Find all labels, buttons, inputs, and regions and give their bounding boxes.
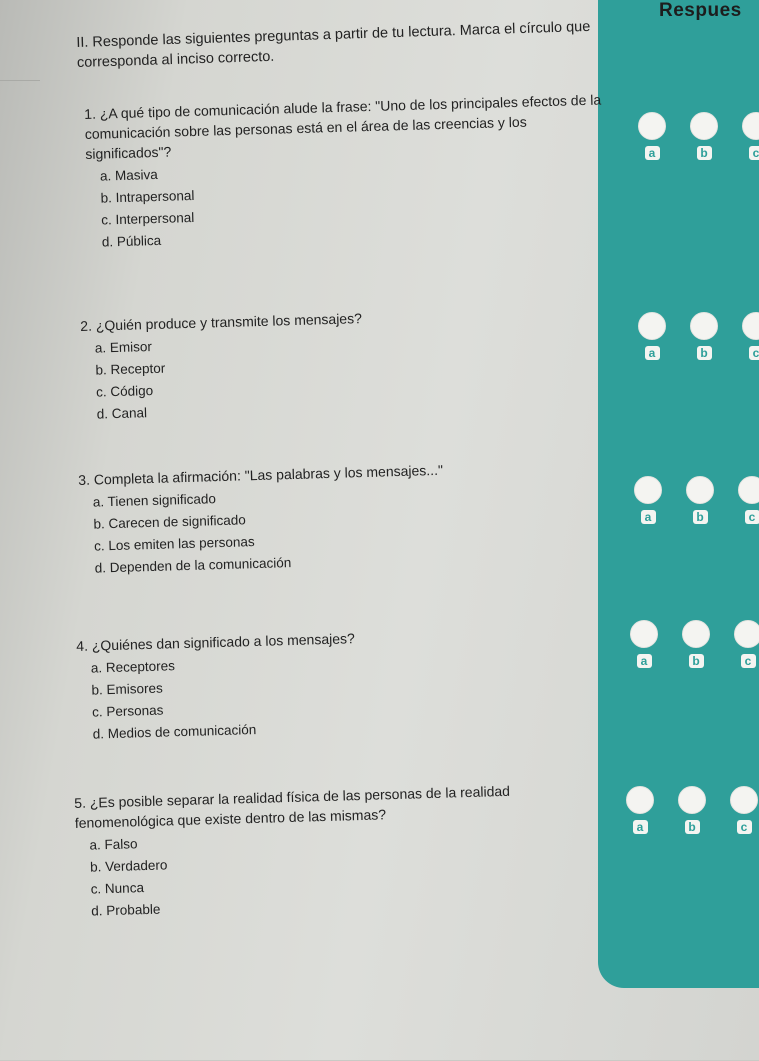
answer-letter: b [697, 146, 712, 160]
options-list [81, 323, 603, 425]
option-b: b. Intrapersonal [100, 173, 606, 209]
answer-row-3 [633, 476, 759, 526]
answer-letter: a [645, 146, 660, 160]
answer-letter: b [697, 346, 712, 360]
option-c: c. Código [96, 367, 602, 403]
question-2 [80, 301, 603, 425]
answer-letter: c [749, 346, 759, 360]
option-c: c. Los emiten las personas [94, 521, 600, 557]
answer-circle-c[interactable] [738, 476, 759, 504]
answer-header: Respues [659, 0, 759, 26]
answer-circle-b[interactable] [690, 312, 718, 340]
answer-letter: a [645, 346, 660, 360]
question-text: 2. ¿Quién produce y transmite los mensajes? [80, 301, 600, 336]
page-edge [0, 80, 40, 1061]
answer-letter: a [633, 820, 648, 834]
option-a: a. Tienen significado [93, 477, 599, 513]
answer-row-2 [637, 312, 759, 362]
answer-circle-c[interactable] [734, 620, 759, 648]
answer-row-1 [637, 112, 759, 162]
answer-row-5 [625, 786, 759, 836]
question-3 [78, 455, 601, 579]
question-text: 4. ¿Quiénes dan significado a los mensajes? [76, 621, 596, 656]
question-text: 3. Completa la afirmación: "Las palabras y los mensajes..." [78, 455, 598, 490]
options-list [77, 643, 599, 745]
option-a: a. Receptores [91, 643, 597, 679]
option-d: d. Medios de comunicación [92, 709, 598, 745]
option-d: d. Probable [91, 886, 607, 922]
question-1 [84, 89, 608, 253]
question-text: 1. ¿A qué tipo de comunicación alude la frase: "Uno de los principales efectos de la comunicación sobre las personas está en el área de las creencias y los significados"? [84, 89, 605, 163]
option-a: a. Emisor [95, 323, 601, 359]
option-b: b. Emisores [91, 665, 597, 701]
option-a: a. Masiva [100, 151, 606, 187]
answer-circle-b[interactable] [686, 476, 714, 504]
answer-circle-a[interactable] [630, 620, 658, 648]
instructions: II. Responde las siguientes preguntas a partir de tu lectura. Marca el círculo que corresponda al inciso correcto. [76, 17, 597, 73]
question-text: 5. ¿Es posible separar la realidad física de las personas de la realidad fenomenológica que existe dentro de las mismas? [74, 778, 605, 833]
answer-letter: b [693, 510, 708, 524]
options-list [79, 477, 601, 579]
option-b: b. Carecen de significado [93, 499, 599, 535]
answer-circle-a[interactable] [626, 786, 654, 814]
answer-circle-c[interactable] [742, 112, 759, 140]
answer-circle-a[interactable] [634, 476, 662, 504]
option-a: a. Falso [89, 820, 605, 856]
option-b: b. Verdadero [90, 842, 606, 878]
option-d: d. Dependen de la comunicación [94, 543, 600, 579]
option-b: b. Receptor [95, 345, 601, 381]
option-c: c. Personas [92, 687, 598, 723]
answer-circle-a[interactable] [638, 112, 666, 140]
answer-letter: a [637, 654, 652, 668]
option-c: c. Nunca [90, 864, 606, 900]
answer-letter: b [689, 654, 704, 668]
question-4 [76, 621, 599, 745]
options-list [86, 151, 608, 253]
answer-circle-b[interactable] [678, 786, 706, 814]
answer-circle-b[interactable] [690, 112, 718, 140]
answer-circle-b[interactable] [682, 620, 710, 648]
option-c: c. Interpersonal [101, 195, 607, 231]
option-d: d. Pública [102, 217, 608, 253]
answer-row-4 [629, 620, 759, 670]
options-list [75, 820, 607, 923]
answer-circle-c[interactable] [730, 786, 758, 814]
answer-letter: a [641, 510, 656, 524]
answer-letter: c [749, 146, 759, 160]
answer-letter: c [745, 510, 759, 524]
answer-circle-c[interactable] [742, 312, 759, 340]
answer-letter: b [685, 820, 700, 834]
question-5 [74, 778, 607, 923]
answer-circle-a[interactable] [638, 312, 666, 340]
answer-letter: c [741, 654, 756, 668]
answer-letter: c [737, 820, 752, 834]
option-d: d. Canal [96, 389, 602, 425]
